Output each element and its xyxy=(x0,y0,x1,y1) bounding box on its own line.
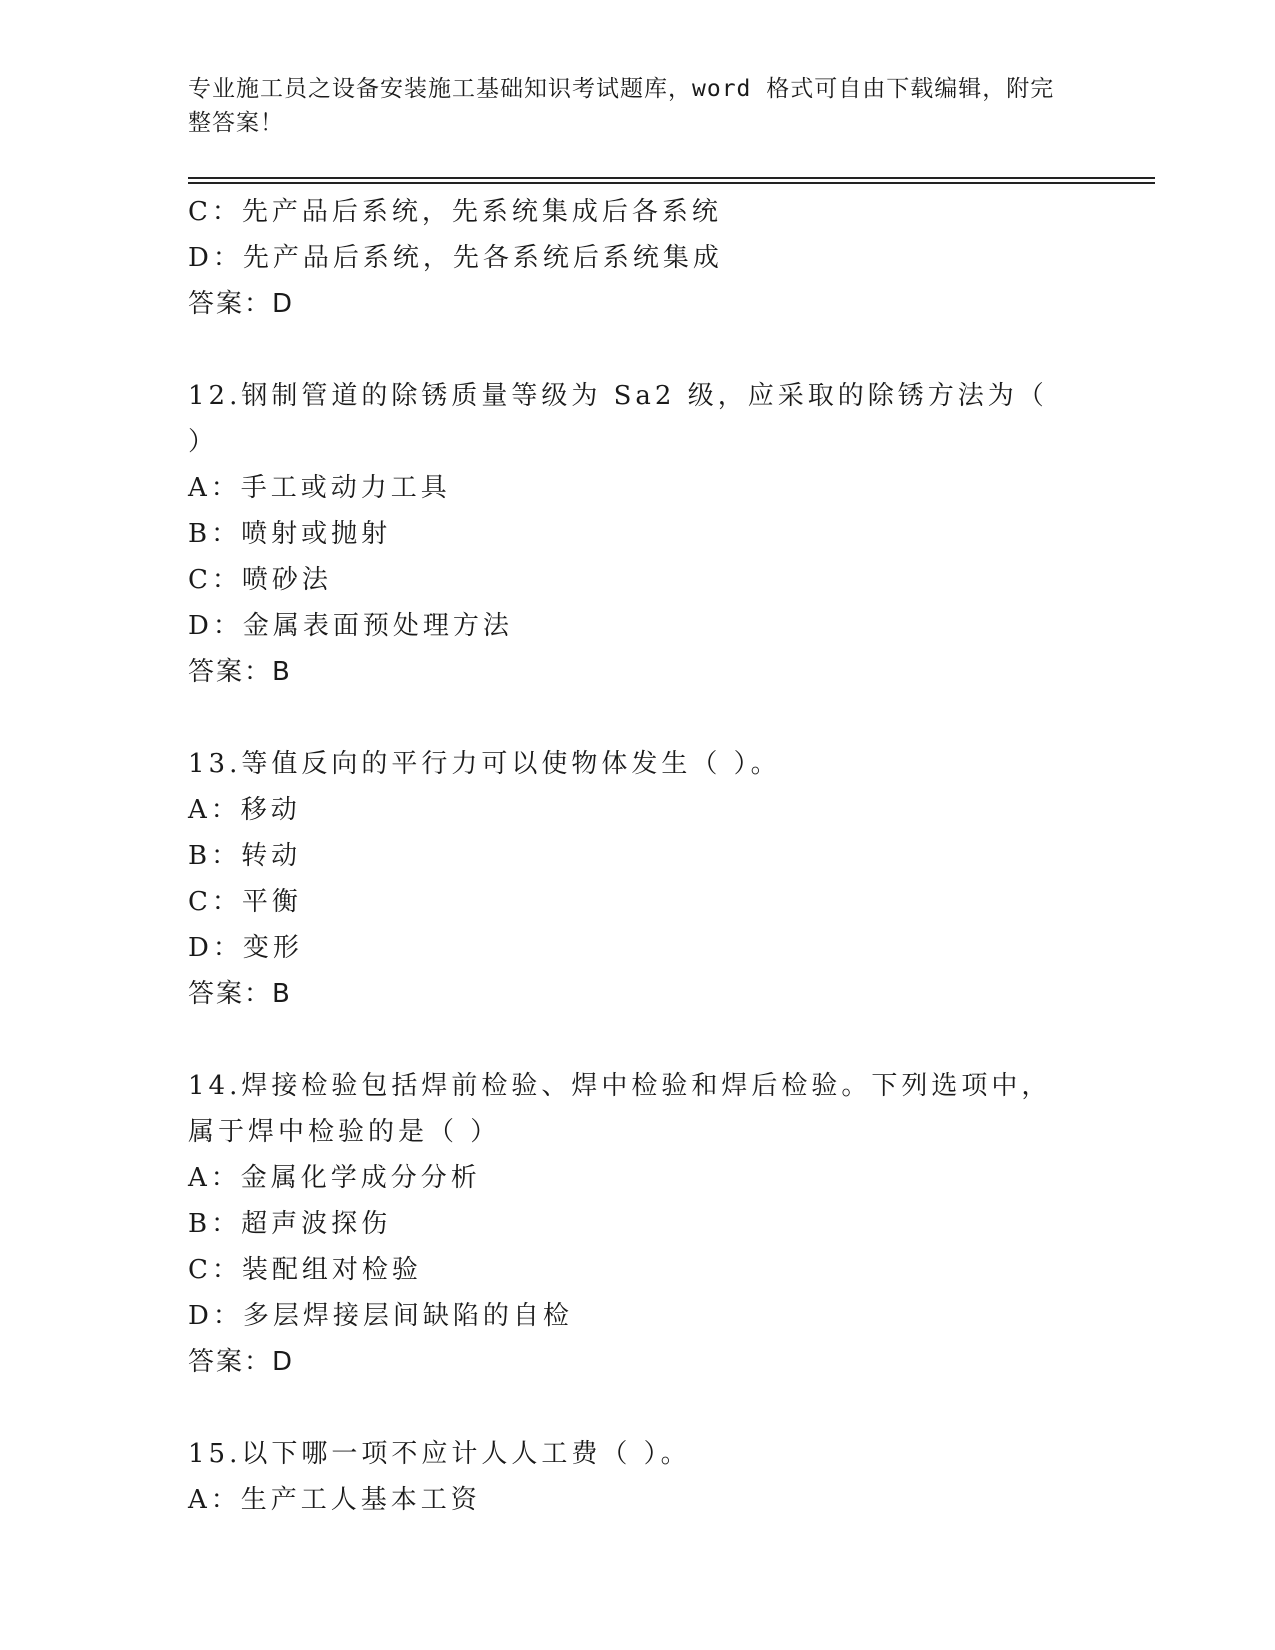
option-a: A：手工或动力工具 xyxy=(188,473,451,503)
header-divider-bottom xyxy=(188,182,1155,184)
option-b: B：喷射或抛射 xyxy=(188,519,392,549)
question-11-continued xyxy=(188,189,1088,327)
option-a: A：金属化学成分分析 xyxy=(188,1163,481,1193)
question-stem: 12.钢制管道的除锈质量等级为 Sa2 级，应采取的除锈方法为（ ） xyxy=(188,381,1048,457)
question-15 xyxy=(188,1431,1088,1523)
option-a: A：移动 xyxy=(188,795,301,825)
option-c: C：平衡 xyxy=(188,887,302,917)
question-stem: 15.以下哪一项不应计人人工费（ ）。 xyxy=(188,1439,691,1469)
question-14 xyxy=(188,1063,1088,1385)
option-c: C：装配组对检验 xyxy=(188,1255,422,1285)
option-a: A：生产工人基本工资 xyxy=(188,1485,481,1515)
answer-label: 答案：B xyxy=(188,657,292,687)
answer-label: 答案：D xyxy=(188,1347,295,1377)
option-b: B：超声波探伤 xyxy=(188,1209,392,1239)
question-stem: 13.等值反向的平行力可以使物体发生（ ）。 xyxy=(188,749,781,779)
option-d: D：多层焊接层间缺陷的自检 xyxy=(188,1301,573,1331)
question-12 xyxy=(188,373,1088,695)
header-divider-top xyxy=(188,177,1155,179)
option-c: C：喷砂法 xyxy=(188,565,332,595)
option-b: B：转动 xyxy=(188,841,302,871)
question-stem: 14.焊接检验包括焊前检验、焊中检验和焊后检验。下列选项中，属于焊中检验的是（ ） xyxy=(188,1071,1052,1147)
option-d: D：金属表面预处理方法 xyxy=(188,611,513,641)
question-list xyxy=(188,189,1088,1523)
question-13 xyxy=(188,741,1088,1017)
document-header: 专业施工员之设备安装施工基础知识考试题库，word 格式可自由下载编辑，附完整答案！ xyxy=(188,76,1055,136)
answer-label: 答案：B xyxy=(188,979,292,1009)
option-d: D：先产品后系统，先各系统后系统集成 xyxy=(188,243,723,273)
answer-label: 答案：D xyxy=(188,289,295,319)
option-c: C：先产品后系统，先系统集成后各系统 xyxy=(188,197,722,227)
option-d: D：变形 xyxy=(188,933,303,963)
